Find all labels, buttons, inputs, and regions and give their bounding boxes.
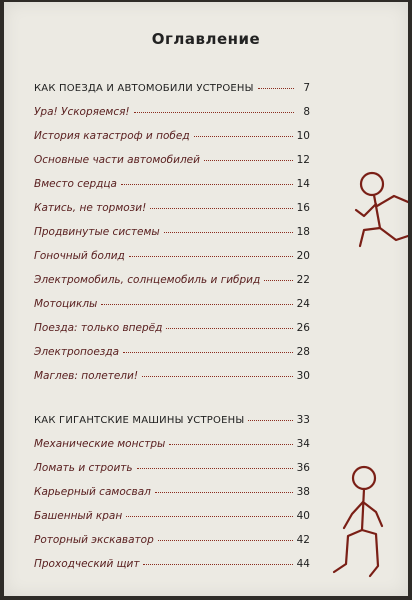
toc-entry[interactable]: Поезда: только вперёд 26 xyxy=(34,322,310,334)
section-heading-trains-cars[interactable]: КАК ПОЕЗДА И АВТОМОБИЛИ УСТРОЕНЫ 7 xyxy=(34,82,310,94)
toc-entry[interactable]: Механические монстры 34 xyxy=(34,438,310,450)
toc-entry[interactable]: Электропоезда 28 xyxy=(34,346,310,358)
toc-entry[interactable]: Ура! Ускоряемся! 8 xyxy=(34,106,310,118)
stick-figure-jumping-icon xyxy=(344,170,408,270)
toc-entry[interactable]: Карьерный самосвал 38 xyxy=(34,486,310,498)
toc-entry[interactable]: Продвинутые системы 18 xyxy=(34,226,310,238)
toc-entry[interactable]: История катастроф и побед 10 xyxy=(34,130,310,142)
stick-figure-sitting-icon xyxy=(326,464,396,580)
page-title: Оглавление xyxy=(151,30,261,48)
toc-entry[interactable]: Проходческий щит 44 xyxy=(34,558,310,570)
toc-entry[interactable]: Ломать и строить 36 xyxy=(34,462,310,474)
toc-entry[interactable]: Катись, не тормози! 16 xyxy=(34,202,310,214)
toc-page xyxy=(4,2,408,596)
section-heading-giant-machines[interactable]: КАК ГИГАНТСКИЕ МАШИНЫ УСТРОЕНЫ 33 xyxy=(34,414,310,426)
toc-entry[interactable]: Башенный кран 40 xyxy=(34,510,310,522)
toc-entry[interactable]: Вместо сердца 14 xyxy=(34,178,310,190)
toc-entry[interactable]: Маглев: полетели! 30 xyxy=(34,370,310,382)
toc-entry[interactable]: Электромобиль, солнцемобиль и гибрид 22 xyxy=(34,274,310,286)
toc-entry[interactable]: Мотоциклы 24 xyxy=(34,298,310,310)
toc-entry[interactable]: Гоночный болид 20 xyxy=(34,250,310,262)
toc-entry[interactable]: Роторный экскаватор 42 xyxy=(34,534,310,546)
toc-entry[interactable]: Основные части автомобилей 12 xyxy=(34,154,310,166)
